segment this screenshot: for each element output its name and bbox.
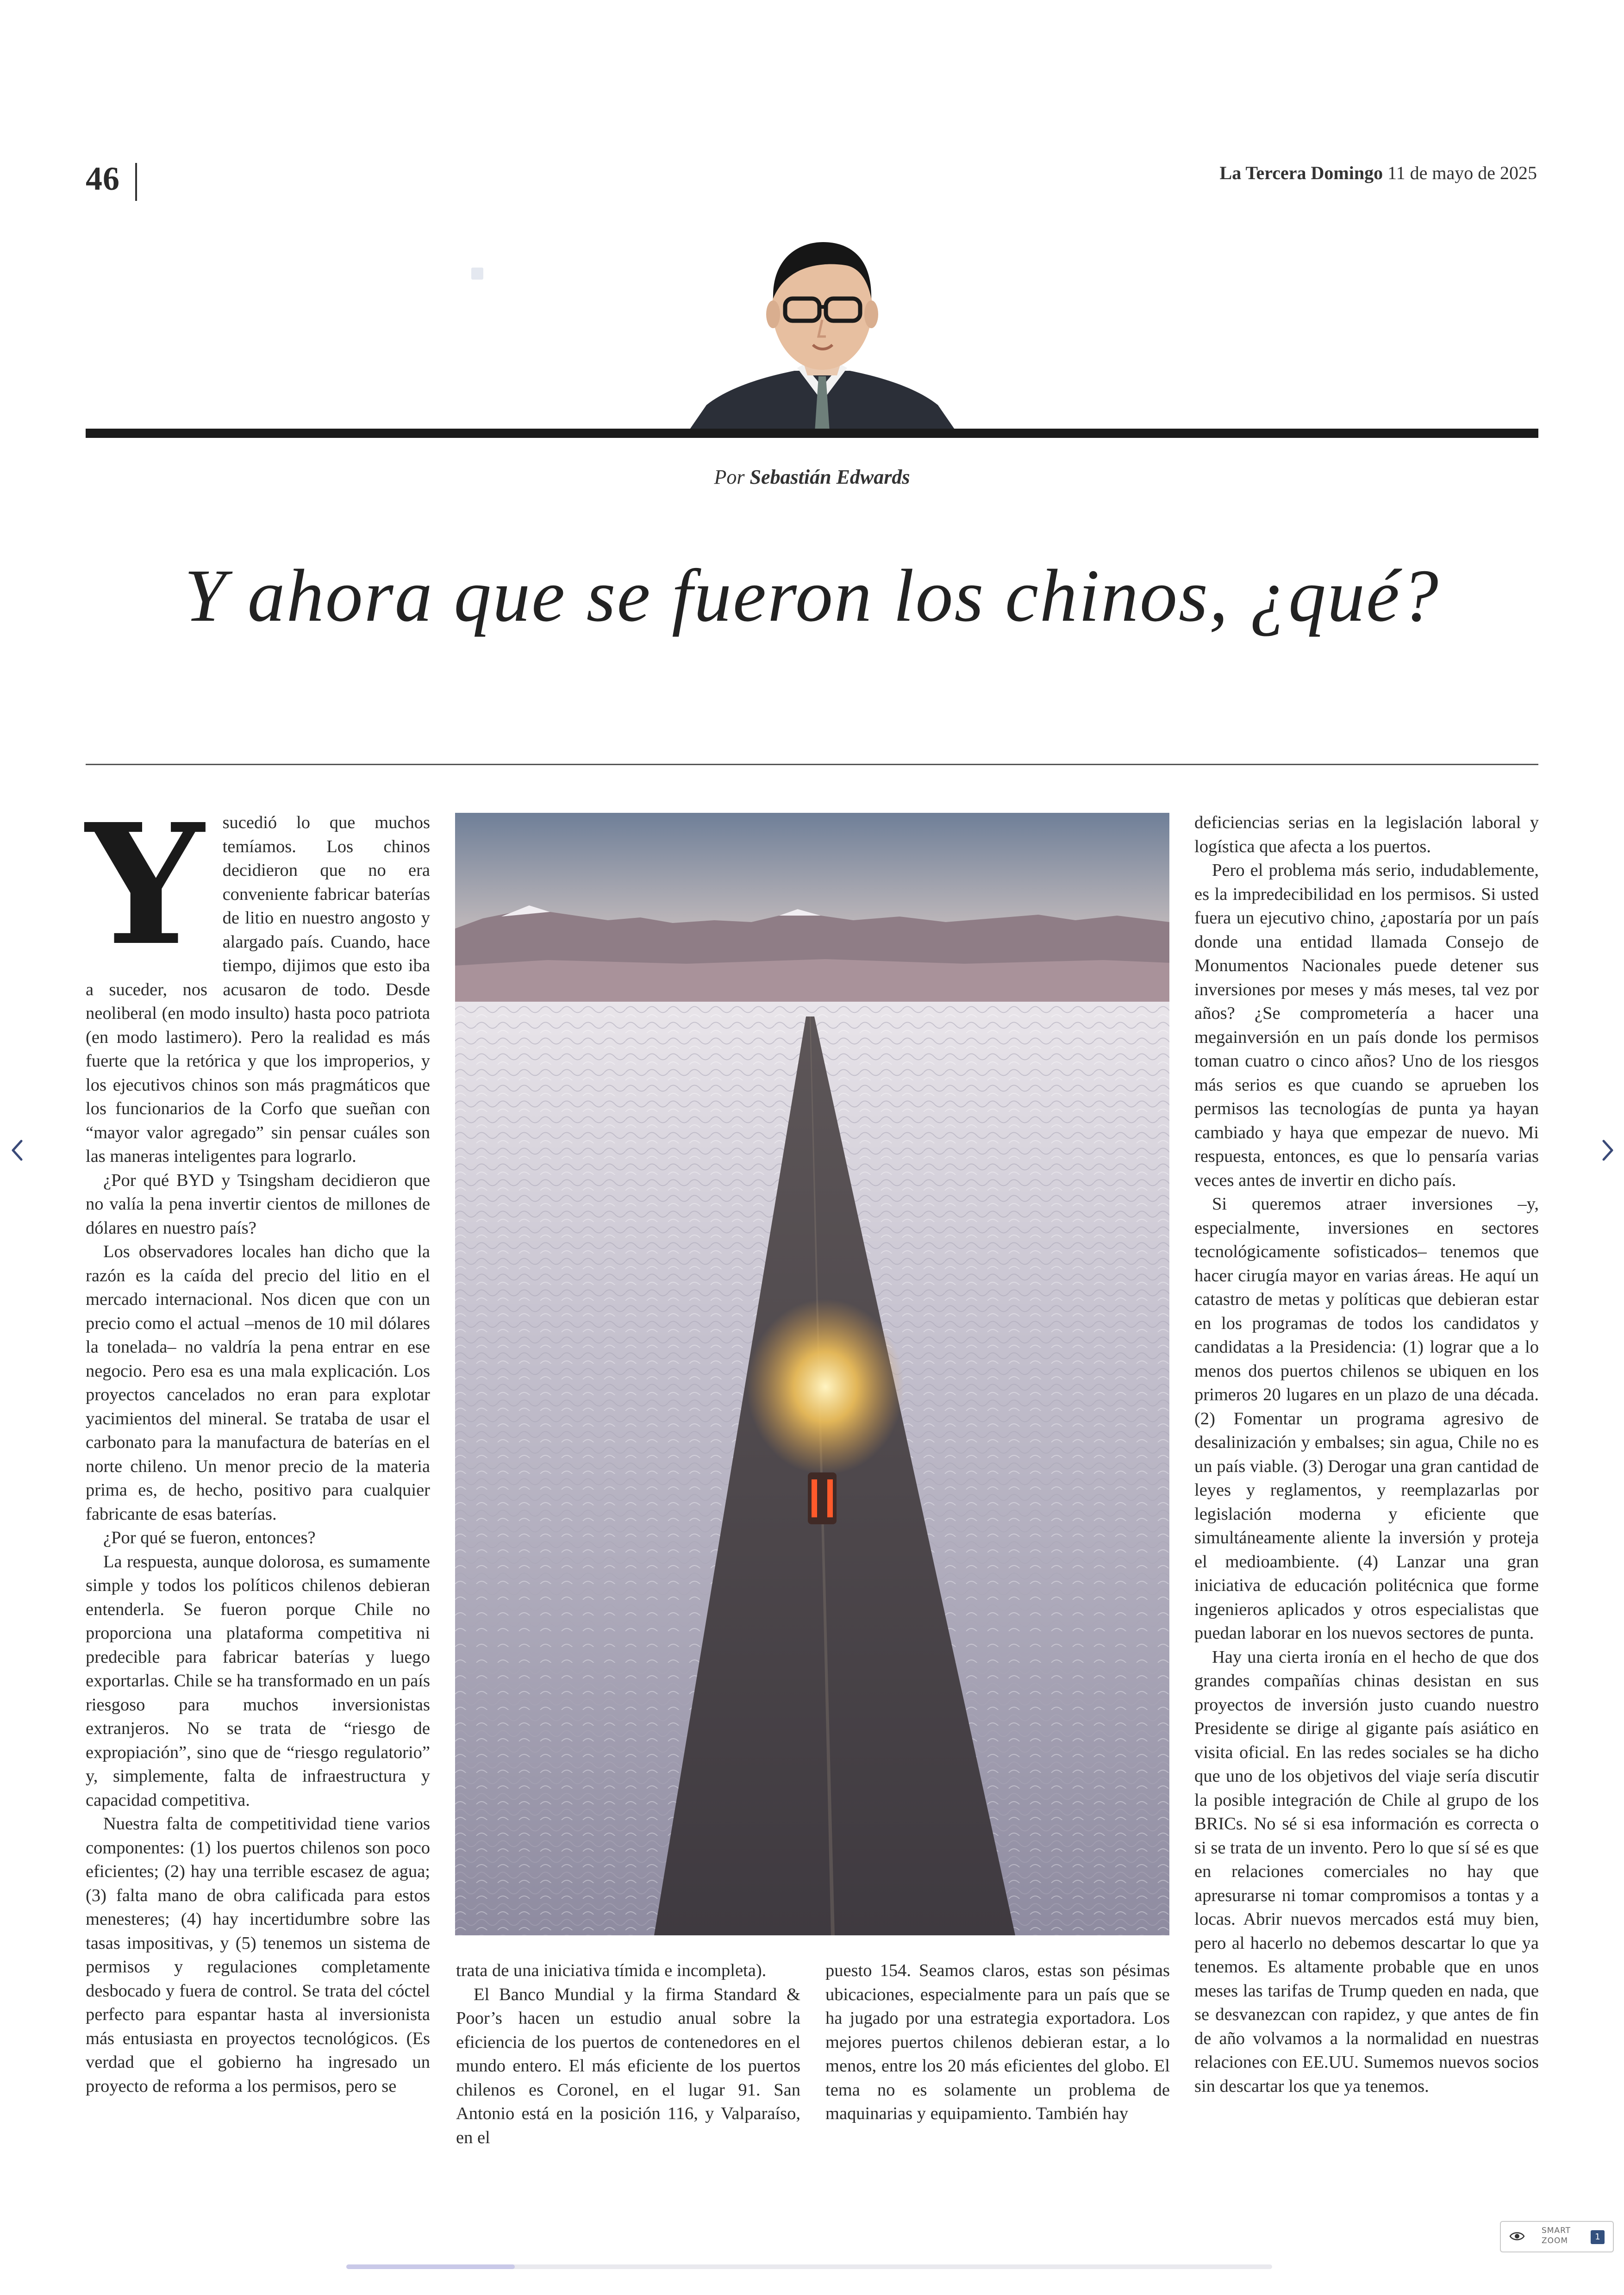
publication-date: 11 de mayo de 2025 bbox=[1387, 162, 1537, 183]
page-number-divider bbox=[135, 163, 137, 201]
eye-icon bbox=[1509, 2229, 1525, 2243]
paragraph: Los observadores locales han dicho que la razón es la caída del precio del litio en el mercado internacional. Nos dicen que con un precio como el actual –menos de 10 mil dólares la tonelada– no valdría la pena entrar en ese negocio. Pero esa es una mala explicación. Los proyectos cancelados no eran para explotar yacimientos del mineral. Se trataba de usar el carbonato para la manufactura de baterías en el norte chileno. Un menor precio de la materia prima es, de hecho, positivo para cualquier fabricante de esas baterías. bbox=[86, 1242, 430, 1524]
headline: Y ahora que se fueron los chinos, ¿qué? bbox=[184, 555, 1440, 637]
paragraph: Nuestra falta de competitividad tiene varios componentes: (1) los puertos chilenos son poco eficientes; (2) hay una terrible escasez de agua; (3) falta mano de obra calificada para estos menesteres; (4) hay incertidumbre sobre las tasas impositivas, y (5) tenemos un sistema de permisos y regulaciones completamente desbocado y fuera de control. Se trata del cóctel perfecto para espantar hasta al inversionista más entusiasta en proyectos tecnológicos. (Es verdad que el gobierno ha ingresado un proyecto de reforma a los permisos, pero se bbox=[86, 1814, 430, 2096]
byline bbox=[0, 465, 1624, 489]
paragraph: La respuesta, aunque dolorosa, es sumamente simple y todos los políticos chilenos debieran entenderla. Se fueron porque Chile no proporciona una plataforma competitiva ni predecible para fabricar baterías y luego exportarlas. Chile se ha transformado en un país riesgoso para muchos inversionistas extranjeros. No se trata de “riesgo de expropiación”, sino que de “riesgo regulatorio” y, simplemente, falta de infraestructura y capacidad competitiva. bbox=[86, 1552, 430, 1810]
masthead bbox=[1220, 162, 1537, 184]
paragraph: ¿Por qué BYD y Tsingsham decidieron que no valía la pena invertir cientos de millones de dólares en nuestro país? bbox=[86, 1170, 430, 1238]
zoom-level-badge: 1 bbox=[1591, 2230, 1605, 2244]
page-number: 46 bbox=[86, 160, 120, 197]
paragraph: Si queremos atraer inversiones –y, especialmente, inversiones en sectores tecnológicamente sofisticados– tenemos que hacer cirugía mayor en varias áreas. He aquí un catastro de metas y políticas que debieran estar en los programas de todos los candidatos y candidatas a la Presidencia: (1) lograr que a lo menos dos puertos chilenos se ubiquen en los primeros 20 lugares en un plazo de una década. (2) Fomentar un programa agresivo de desalinización y embalses; sin agua, Chile no es un país viable. (3) Derogar una gran cantidad de leyes y reglamentos, y reemplazarlas por legislación moderna y eficiente que simultáneamente aliente la inversión y proteja el medioambiente. (4) Lanzar una gran iniciativa de educación politécnica que forme ingenieros aplicados y otros especialistas que puedan laborar en los nuevos sectores de punta. bbox=[1194, 1194, 1539, 1643]
author-name: Sebastián Edwards bbox=[750, 466, 910, 488]
previous-page-button[interactable] bbox=[6, 1136, 29, 1164]
next-page-button[interactable] bbox=[1596, 1136, 1619, 1164]
paragraph: Pero el problema más serio, indudablemente, es la impredecibilidad en los permisos. Si usted fuera un ejecutivo chino, ¿apostaría por un país donde una entidad llamada Consejo de Monumentos Nacionales puede detener sus inversiones por meses y más meses, tal vez por años? ¿Se comprometería a hacer una megainversión en un país donde los permisos toman cuatro o cinco años? Uno de los riesgos más serios es que cuando se aprueben los permisos las tecnologías de punta ya hayan cambiado y haya que empezar de nuevo. Mi respuesta, entonces, es que lo pensaría varias veces antes de invertir en dicho país. bbox=[1194, 861, 1539, 1190]
chevron-right-icon bbox=[1596, 1136, 1619, 1164]
paragraph: El Banco Mundial y la firma Standard & Poor’s hacen un estudio anual sobre la eficiencia de los puertos de contenedores en el mundo entero. El más eficiente de los puertos chilenos es Coronel, en el lugar 91. San Antonio está en la posición 116, y Valparaíso, en el bbox=[456, 1984, 800, 2147]
scroll-progress-fill bbox=[346, 2264, 515, 2269]
embedded-image-marker bbox=[471, 268, 483, 280]
drop-cap: Y bbox=[86, 788, 204, 982]
smart-zoom-toggle[interactable] bbox=[1500, 2221, 1614, 2252]
article-column-4 bbox=[1194, 811, 1539, 2098]
article-column-2 bbox=[456, 1959, 800, 2150]
publication-name: La Tercera Domingo bbox=[1219, 162, 1383, 183]
chevron-left-icon bbox=[6, 1136, 29, 1164]
paragraph: deficiencias serias en la legislación laboral y logística que afecta a los puertos. bbox=[1194, 813, 1539, 856]
byline-prefix: Por bbox=[714, 466, 745, 488]
smart-zoom-label: SMART ZOOM bbox=[1542, 2226, 1571, 2245]
salt-flat-road-photo bbox=[455, 813, 1169, 1935]
header-divider bbox=[86, 429, 1538, 438]
headline-divider bbox=[86, 764, 1538, 765]
paragraph: ¿Por qué se fueron, entonces? bbox=[103, 1528, 316, 1547]
article-column-3 bbox=[825, 1959, 1170, 2126]
author-portrait bbox=[688, 229, 956, 432]
paragraph: Hay una cierta ironía en el hecho de que dos grandes compañías chinas desistan en sus proyectos de inversión justo cuando nuestro Presidente se dirige al gigante país asiático en visita oficial. En las redes sociales se ha dicho que uno de los objetivos del viaje sería discutir la posible integración de Chile al grupo de los BRICs. No sé si esa información es correcta o si se trata de un invento. Pero lo que sí sé es que en relaciones comerciales no hay que apresurarse ni tomar compromisos a tontas y a locas. Abrir nuevos mercados está muy bien, pero al hacerlo no debemos descartar lo que ya tenemos. Es altamente probable que en unos meses las tarifas de Trump queden en nada, que se desvanezcan con rapidez, y que antes de fin de año volvamos a la normalidad en nuestras relaciones con EE.UU. Sumemos nuevos socios sin descartar los que ya tenemos. bbox=[1194, 1647, 1539, 2096]
paragraph: puesto 154. Seamos claros, estas son pésimas ubicaciones, especialmente para un país que se ha jugado por una estrategia exportadora. Los mejores puertos chilenos debieran estar, a lo menos, entre los 20 más eficientes del globo. El tema no es solamente un problema de maquinarias y equipamiento. También hay bbox=[825, 1961, 1170, 2123]
paragraph: trata de una iniciativa tímida e incompleta). bbox=[456, 1961, 767, 1980]
paragraph: sucedió lo que muchos temíamos. Los chinos decidieron que no era conveniente fabricar baterías de litio en nuestro angosto y alargado país. Cuando, hace tiempo, dijimos que esto iba a suceder, nos acusaron de todo. Desde neoliberal (en modo insulto) hasta poco patriota (en modo lastimero). Pero la realidad es más fuerte que la retórica y que los improperios, y los ejecutivos chinos son más pragmáticos que los funcionarios de la Corfo que sueñan con “mayor valor agregado” sin pensar cuáles son las maneras inteligentes para lograrlo. bbox=[86, 813, 430, 1166]
article-column-1 bbox=[86, 788, 430, 2098]
